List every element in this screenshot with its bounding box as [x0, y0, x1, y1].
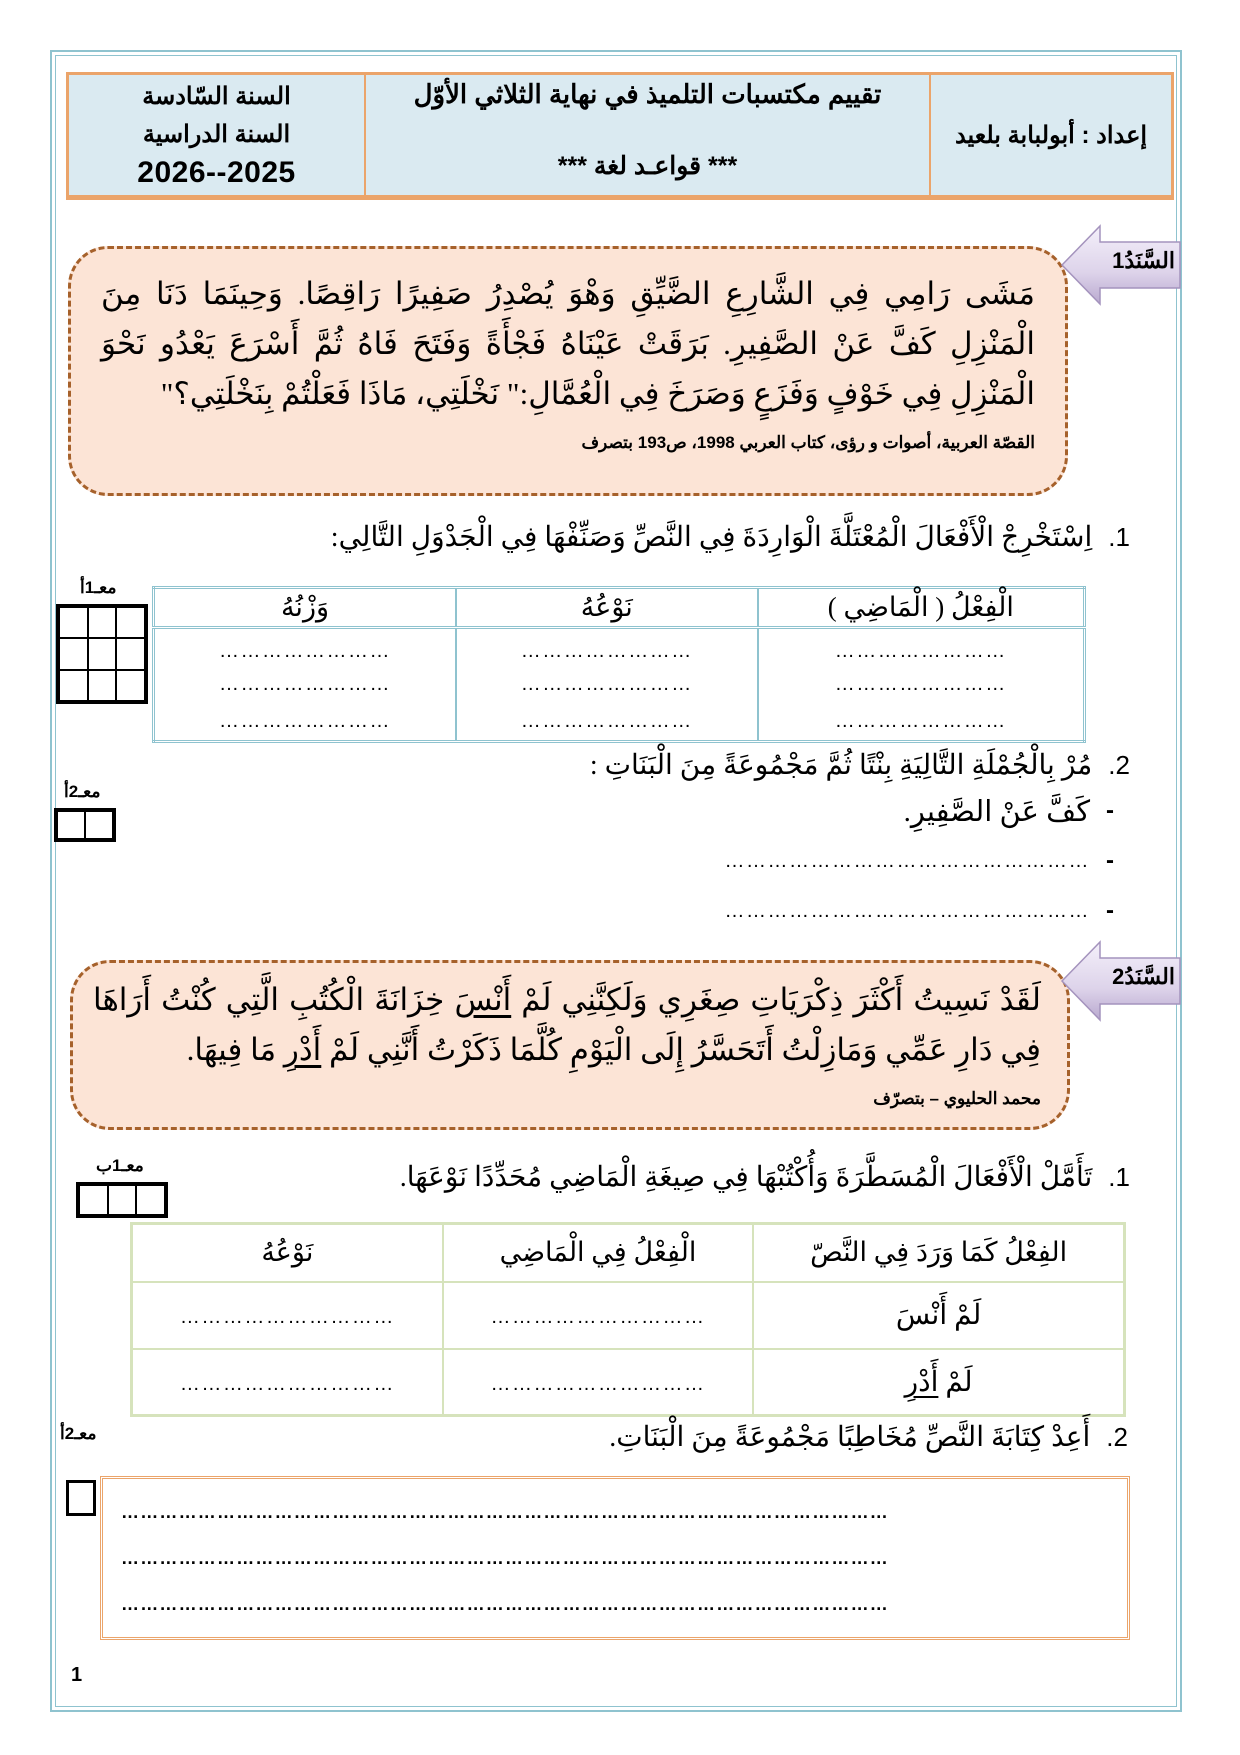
answer-blank[interactable]: ……………………: [834, 639, 1007, 662]
answer-blank[interactable]: ……………………………………………: [724, 900, 1090, 922]
question-2a: [590, 748, 1130, 782]
dash-bullet: -: [1106, 797, 1114, 824]
table-header: الفِعْلُ كَمَا وَرَدَ فِي النَّصّ: [753, 1224, 1124, 1282]
answer-blank[interactable]: ……………………: [218, 639, 391, 662]
score-grid: [54, 808, 116, 842]
answer-line[interactable]: …………………………………………………………………………………………………………: [121, 1503, 889, 1521]
table-header: الْفِعْلُ فِي الْمَاضِي: [443, 1224, 753, 1282]
document-1-box: [68, 246, 1068, 496]
table-row: [154, 628, 1085, 666]
table-row: [132, 1282, 1125, 1349]
sentence-list: [725, 786, 1131, 936]
table-header: الْفِعْلُ ( الْمَاضِي ): [758, 588, 1085, 628]
grade-level: السنة السّادسة: [142, 83, 291, 110]
question-text: مُرْ بِالْجُمْلَةِ التَّالِيَةِ بِنْتًا ثُمَّ مَجْمُوعَةً مِنَ الْبَنَاتِ :: [589, 750, 1093, 781]
document-2-label-text: السَّنَدُ2: [1112, 964, 1175, 989]
answer-blank[interactable]: ……………………: [218, 673, 391, 695]
question-1a: [331, 520, 1130, 554]
school-year-label: السنة الدراسية: [142, 121, 291, 148]
answer-blank[interactable]: ……………………: [520, 639, 693, 662]
list-item: [725, 886, 1131, 936]
answer-blank[interactable]: …………………………: [179, 1372, 395, 1395]
question-text: تَأَمَّلْ الْأَفْعَالَ الْمُسَطَّرَةَ وَأُكْتُبْهَا فِي صِيغَةِ الْمَاضِي مُحَدِّدًا نَوْعَهَا.: [399, 1162, 1093, 1193]
document-1-text: مَشَى رَامِي فِي الشَّارِعِ الضَّيِّقِ وَهْوَ يُصْدِرُ صَفِيرًا رَاقِصًا. وَحِينَمَا دَنَا مِنَ الْمَنْزِلِ كَفَّ عَنْ الصَّفِيرِ. بَرَقَتْ عَيْنَاهُ فَجْأَةً وَفَتَحَ فَاهُ ثُمَّ أَسْرَعَ يَعْدُو نَحْوَ الْمَنْزِلِ فِي خَوْفٍ وَفَزَعٍ وَصَرَخَ فِي الْعُمَّالِ:" نَخْلَتِي، مَاذَا فَعَلْتُمْ بِنَخْلَتِي؟": [101, 276, 1035, 411]
table-row: [132, 1349, 1125, 1416]
verbs-table-1: [152, 586, 1086, 743]
underlined-verb: أَنْسَ: [454, 982, 512, 1017]
answer-blank[interactable]: ……………………: [834, 673, 1007, 695]
school-year: 2026--2025: [137, 156, 296, 189]
answer-blank[interactable]: …………………………: [490, 1372, 706, 1395]
question-text: اِسْتَخْرِجْ الْأَفْعَالَ الْمُعْتَلَّةَ الْوَارِدَةَ فِي النَّصِّ وَصَنِّفْهَا فِي الْجَدْوَلِ التَّالِي:: [330, 522, 1093, 553]
table-row: [154, 704, 1085, 742]
question-number: 2.: [1108, 750, 1130, 780]
header-title-cell: [366, 75, 931, 195]
page-number: 1: [71, 1664, 83, 1686]
document-2-box: [70, 960, 1070, 1130]
question-number: 1.: [1108, 1162, 1130, 1192]
document-2-text: لَقَدْ نَسِيتُ أَكْثَرَ ذِكْرَيَاتِ صِغَرِي وَلَكِنَّنِي لَمْ أَنْسَ خِزَانَةَ الْكُتُبِ الَّتِي كُنْتُ أَرَاهَا فِي دَارِ عَمِّي وَمَازِلْتُ أَتَحَسَّرُ إِلَى الْيَوْمِ كُلَّمَا ذَكَرْتُ أَنَّنِي لَمْ أَدْرِ مَا فِيهَا.: [93, 982, 1041, 1067]
answer-blank[interactable]: ……………………: [520, 710, 693, 733]
answer-blank[interactable]: …………………………: [490, 1306, 706, 1328]
question-number: 2.: [1106, 1422, 1128, 1452]
answer-blank[interactable]: ……………………: [218, 710, 391, 733]
score-grid: [66, 1480, 96, 1516]
answer-line[interactable]: …………………………………………………………………………………………………………: [121, 1549, 889, 1567]
table-row: [154, 666, 1085, 704]
question-text: أَعِدْ كِتَابَةَ النَّصِّ مُخَاطِبًا مَجْمُوعَةً مِنَ الْبَنَاتِ.: [609, 1422, 1091, 1453]
verb-cell: لَمْ أَدْرِ: [753, 1349, 1124, 1416]
answer-blank[interactable]: ……………………………………………: [724, 850, 1090, 872]
header-author-cell: [931, 75, 1171, 195]
score-grid: [56, 604, 148, 704]
score-label: معـ1أ: [80, 578, 117, 597]
document-2-source: محمد الحليوي – بتصرّف: [873, 1089, 1041, 1108]
table-header: نَوْعُهُ: [456, 588, 758, 628]
document-2-label: [1060, 940, 1185, 1022]
answer-blank[interactable]: ……………………: [834, 710, 1007, 733]
answer-line[interactable]: …………………………………………………………………………………………………………: [121, 1595, 889, 1613]
verb-cell: لَمْ أَنْسَ: [753, 1282, 1124, 1349]
header-table: [66, 72, 1174, 200]
table-header: وَزْنُهُ: [154, 588, 456, 628]
underlined-verb: أَدْرِ: [283, 1032, 322, 1067]
subject: *** قواعـد لغة ***: [557, 152, 738, 180]
score-grid: [76, 1182, 168, 1218]
author: إعداد : أبولبابة بلعيد: [954, 121, 1148, 149]
list-item: [725, 836, 1131, 886]
given-sentence: كَفَّ عَنْ الصَّفِيرِ.: [903, 795, 1090, 828]
score-label: معـ2أ: [64, 782, 101, 801]
question-2b: [609, 1420, 1128, 1454]
score-label: معـ1ب: [96, 1156, 144, 1175]
score-label: معـ2أ: [60, 1424, 97, 1443]
document-1-label-text: السَّنَدُ1: [1112, 248, 1175, 273]
document-1-label: [1060, 224, 1185, 306]
list-item: [725, 786, 1131, 836]
dash-bullet: -: [1106, 847, 1114, 874]
answer-blank[interactable]: ……………………: [520, 673, 693, 695]
question-1b: [400, 1160, 1130, 1194]
page-title: تقييم مكتسبات التلميذ في نهاية الثلاثي الأوّل: [413, 79, 882, 109]
document-1-source: القصّة العربية، أصوات و رؤى، كتاب العربي 1998، ص193 بتصرف: [581, 433, 1035, 452]
verbs-table-2: [130, 1222, 1126, 1417]
table-header: نَوْعُهُ: [132, 1224, 443, 1282]
header-year-cell: [69, 75, 366, 195]
answer-writing-box[interactable]: [100, 1476, 1130, 1640]
dash-bullet: -: [1106, 897, 1114, 924]
question-number: 1.: [1108, 522, 1130, 552]
answer-blank[interactable]: …………………………: [179, 1306, 395, 1328]
